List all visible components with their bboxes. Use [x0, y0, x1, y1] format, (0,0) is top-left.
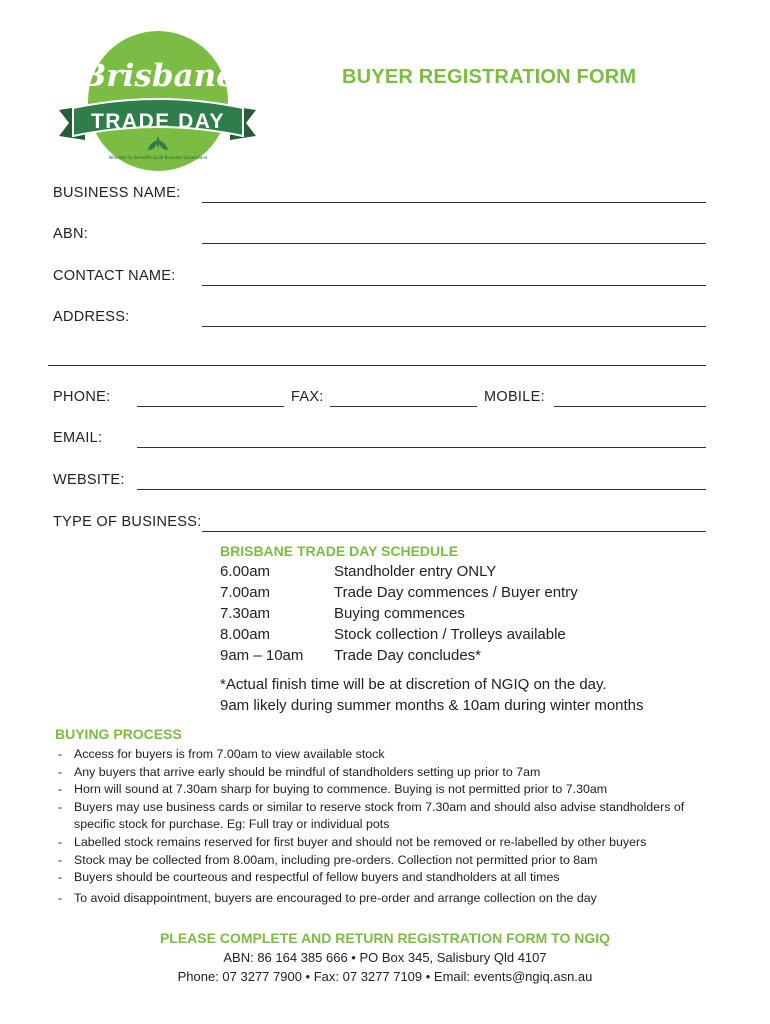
address-label: ADDRESS: — [53, 309, 130, 325]
schedule-desc: Stock collection / Trolleys available — [334, 626, 566, 643]
mobile-field[interactable] — [554, 406, 706, 407]
business-name-field[interactable] — [202, 202, 706, 203]
schedule-note-1: *Actual finish time will be at discretion of NGIQ on the day. — [220, 676, 607, 693]
schedule-desc: Trade Day commences / Buyer entry — [334, 584, 578, 601]
schedule-desc: Standholder entry ONLY — [334, 563, 497, 580]
website-field[interactable] — [137, 489, 706, 490]
list-item: - Horn will sound at 7.30am sharp for buying to commence. Buying is not permitted prior to 7.30am — [58, 781, 758, 799]
email-label: EMAIL: — [53, 430, 103, 446]
abn-field[interactable] — [202, 243, 706, 244]
list-item: - Stock may be collected from 8.00am, including pre-orders. Collection not permitted prior to 8am — [58, 852, 758, 870]
abn-label: ABN: — [53, 226, 89, 242]
address-field-line-2[interactable] — [48, 365, 706, 366]
schedule-desc: Trade Day concludes* — [334, 647, 482, 664]
list-item: - To avoid disappointment, buyers are encouraged to pre-order and arrange collection on the day — [58, 890, 758, 908]
footer-address: ABN: 86 164 385 666 • PO Box 345, Salisbury Qld 4107 — [223, 950, 547, 965]
schedule-row — [220, 563, 496, 580]
type-of-business-field[interactable] — [202, 531, 706, 532]
contact-name-label: CONTACT NAME: — [53, 268, 176, 284]
list-item: - Access for buyers is from 7.00am to view available stock — [58, 746, 758, 764]
schedule-title: BRISBANE TRADE DAY SCHEDULE — [220, 543, 459, 559]
business-name-label: BUSINESS NAME: — [53, 185, 181, 201]
footer-title: PLEASE COMPLETE AND RETURN REGISTRATION FORM TO NGIQ — [159, 930, 611, 946]
type-of-business-label: TYPE OF BUSINESS: — [53, 514, 202, 530]
contact-name-field[interactable] — [202, 285, 706, 286]
list-item: - Buyers should be courteous and respectful of fellow buyers and standholders at all times — [58, 869, 758, 887]
schedule-row — [220, 584, 578, 601]
schedule-desc: Buying commences — [334, 605, 465, 622]
list-item: - Buyers may use business cards or similar to reserve stock from 7.30am and should also advise standholders of specific stock for purchase. Eg: Full tray or individual pots — [58, 799, 694, 834]
list-item: - Labelled stock remains reserved for first buyer and should not be removed or re-labelled by other buyers — [58, 834, 758, 852]
schedule-row — [220, 647, 481, 664]
brisbane-trade-day-logo — [55, 28, 260, 178]
fax-field[interactable] — [330, 406, 477, 407]
schedule-time: 7.00am — [220, 584, 271, 601]
mobile-label: MOBILE: — [484, 389, 545, 405]
page-title: BUYER REGISTRATION FORM — [342, 66, 637, 88]
buying-process-title: BUYING PROCESS — [55, 726, 182, 742]
phone-label: PHONE: — [53, 389, 111, 405]
schedule-row — [220, 626, 566, 643]
email-field[interactable] — [137, 447, 706, 448]
buying-process-list — [58, 746, 758, 907]
list-item: - Any buyers that arrive early should be mindful of standholders setting up prior to 7am — [58, 764, 758, 782]
schedule-time: 9am – 10am — [220, 647, 304, 664]
phone-field[interactable] — [137, 406, 284, 407]
fax-label: FAX: — [291, 389, 324, 405]
schedule-note-2: 9am likely during summer months & 10am during winter months — [220, 697, 644, 714]
logo-word-brisbane: Brisbane — [80, 58, 236, 94]
footer-contact: Phone: 07 3277 7900 • Fax: 07 3277 7109 • Email: events@ngiq.asn.au — [177, 969, 593, 984]
schedule-time: 8.00am — [220, 626, 271, 643]
schedule-row — [220, 605, 465, 622]
schedule-time: 6.00am — [220, 563, 271, 580]
logo-tagline: Welcome to Scientific Guild Business Queensland — [108, 155, 208, 160]
schedule-time: 7.30am — [220, 605, 271, 622]
address-field-line-1[interactable] — [202, 326, 706, 327]
logo-word-trade-day: TRADE DAY — [90, 110, 226, 133]
website-label: WEBSITE: — [53, 472, 125, 488]
logo-graphic — [55, 28, 260, 178]
